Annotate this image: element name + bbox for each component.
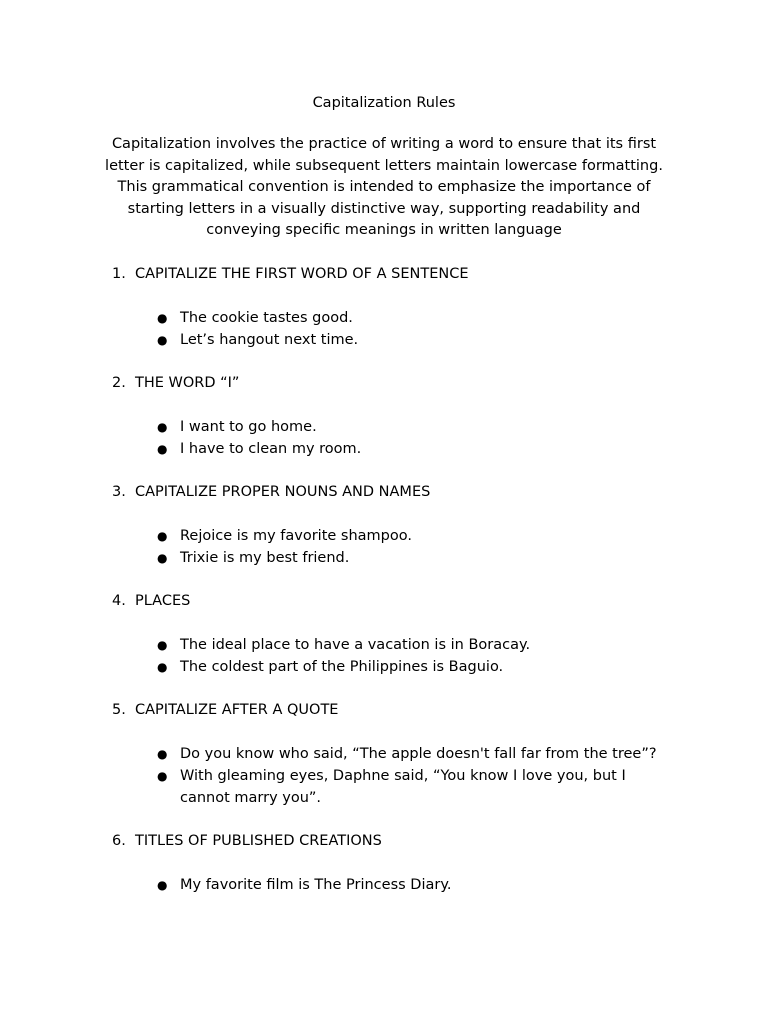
rule-section [0,481,768,590]
list-item [0,547,768,569]
rule-number: 5. [112,702,126,718]
rule-section [0,263,768,372]
example-text: Do you know who said, “The apple doesn't fall far from the tree”? [180,746,657,762]
list-item [0,525,768,547]
bullet-icon: ● [157,878,168,892]
list-item [0,743,768,765]
list-item [0,874,768,896]
bullet-icon: ● [157,638,168,652]
example-text: I have to clean my room. [180,441,362,457]
rule-section [0,590,768,699]
example-text: The coldest part of the Philippines is Baguio. [180,659,504,675]
rule-heading [0,481,768,503]
list-item [0,329,768,351]
example-list [0,721,768,830]
rule-heading-text: PLACES [135,593,191,609]
rule-heading-text: CAPITALIZE THE FIRST WORD OF A SENTENCE [135,266,469,282]
example-text: The cookie tastes good. [180,310,353,326]
bullet-icon: ● [157,660,168,674]
bullet-icon: ● [157,311,168,325]
rule-section [0,830,768,917]
list-item [0,438,768,460]
rule-heading [0,699,768,721]
rule-heading-text: TITLES OF PUBLISHED CREATIONS [135,833,382,849]
list-item [0,416,768,438]
rules-list [0,263,768,917]
rule-heading [0,590,768,612]
rule-number: 1. [112,266,126,282]
intro-paragraph: Capitalization involves the practice of writing a word to ensure that its first letter is capitalized, while subsequent letters maintain lowercase formatting. This grammatical convention is intended to emphasize the importance of starting letters in a visually distinctive way, supporting readability and conveying specific meanings in written language [105,136,663,238]
rule-number: 4. [112,593,126,609]
example-text: Trixie is my best friend. [180,550,350,566]
rule-heading [0,830,768,852]
example-text: My favorite film is The Princess Diary. [180,877,452,893]
rule-section [0,372,768,481]
bullet-icon: ● [157,333,168,347]
rule-number: 2. [112,375,126,391]
rule-heading [0,372,768,394]
bullet-icon: ● [157,769,168,783]
example-list [0,612,768,699]
example-text: I want to go home. [180,419,317,435]
rule-heading-text: THE WORD “I” [135,375,240,391]
bullet-icon: ● [157,420,168,434]
list-item [0,765,768,809]
rule-number: 3. [112,484,126,500]
rule-heading [0,263,768,285]
example-list [0,503,768,590]
example-list [0,394,768,481]
rule-section [0,699,768,830]
rule-number: 6. [112,833,126,849]
example-list [0,852,768,917]
document-title: Capitalization Rules [312,95,456,111]
example-list [0,285,768,372]
bullet-icon: ● [157,529,168,543]
list-item [0,634,768,656]
bullet-icon: ● [157,442,168,456]
bullet-icon: ● [157,551,168,565]
example-text: With gleaming eyes, Daphne said, “You know I love you, but I cannot marry you”. [180,768,626,806]
example-text: Let’s hangout next time. [180,332,359,348]
list-item [0,656,768,678]
example-text: The ideal place to have a vacation is in Boracay. [180,637,531,653]
example-text: Rejoice is my favorite shampoo. [180,528,412,544]
bullet-icon: ● [157,747,168,761]
rule-heading-text: CAPITALIZE PROPER NOUNS AND NAMES [135,484,431,500]
list-item [0,307,768,329]
rule-heading-text: CAPITALIZE AFTER A QUOTE [135,702,339,718]
